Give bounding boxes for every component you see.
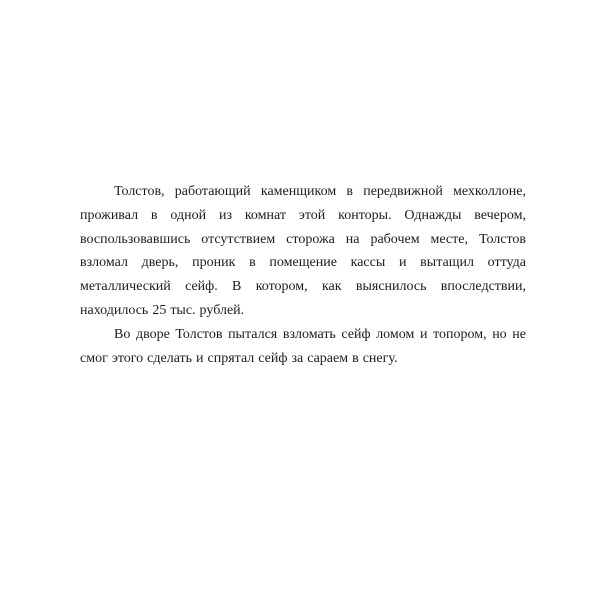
paragraph-1: Толстов, работающий каменщиком в передвижной мехколлоне, проживал в одной из комнат этой конторы. Однажды вечером, воспользовавшись отсутствием сторожа на рабочем месте, Толстов взломал дверь, проник в помещение кассы и вытащил оттуда металлический сейф. В котором, как выяснилось впоследствии, находилось 25 тыс. рублей.	[80, 184, 526, 318]
document-text-block	[80, 180, 526, 370]
paragraph-2: Во дворе Толстов пытался взломать сейф ломом и топором, но не смог этого сделать и спрятал сейф за сараем в снегу.	[80, 326, 526, 366]
